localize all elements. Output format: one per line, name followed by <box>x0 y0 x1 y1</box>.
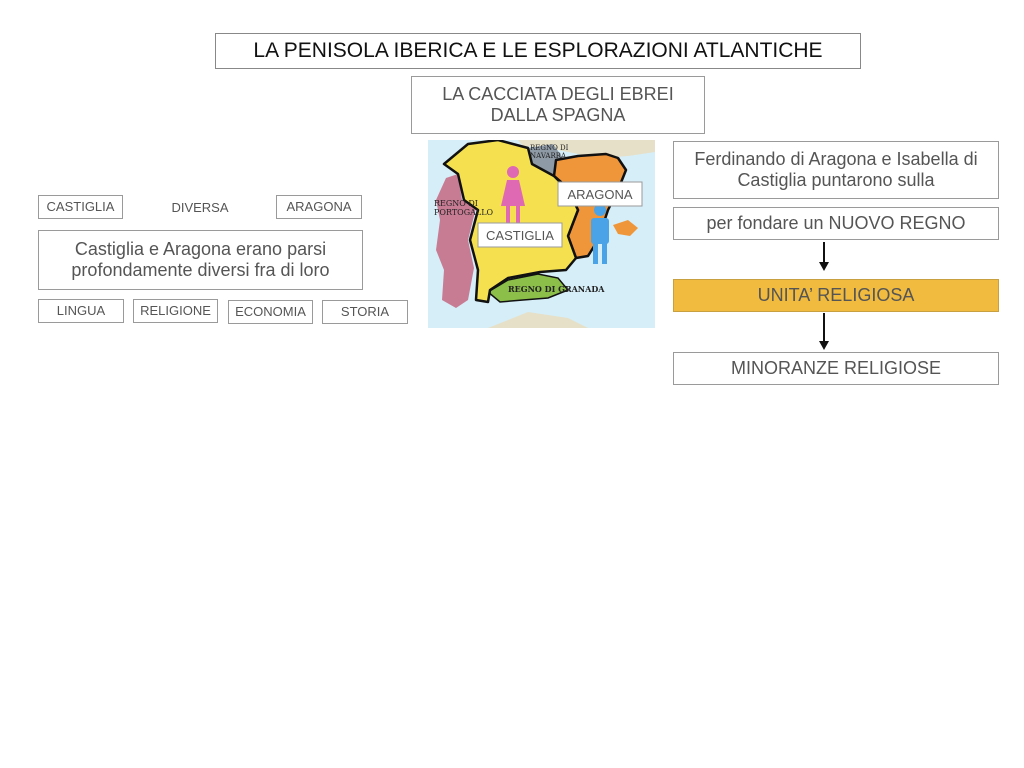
tag-aragona: ARAGONA <box>276 195 362 219</box>
tag-diversa: DIVERSA <box>171 199 229 215</box>
info-box-sovrani: Ferdinando di Aragona e Isabella di Castiglia puntarono sulla <box>673 141 999 199</box>
info-box-minoranze: MINORANZE RELIGIOSE <box>673 352 999 385</box>
map-box-aragona <box>558 182 642 206</box>
iberia-map <box>428 140 655 328</box>
map-label-portogallo: REGNO DI PORTOGALLO <box>434 199 494 217</box>
tag-storia: STORIA <box>322 300 408 324</box>
description-box: Castiglia e Aragona erano parsi profondamente diversi fra di loro <box>38 230 363 290</box>
map-box-castiglia <box>478 223 562 247</box>
info-box-unita-religiosa: UNITA’ RELIGIOSA <box>673 279 999 312</box>
tag-economia: ECONOMIA <box>228 300 313 324</box>
page-subtitle: LA CACCIATA DEGLI EBREI DALLA SPAGNA <box>411 76 705 134</box>
page-title: LA PENISOLA IBERICA E LE ESPLORAZIONI ATLANTICHE <box>215 33 861 69</box>
tag-religione: RELIGIONE <box>133 299 218 323</box>
svg-text:ARAGONA: ARAGONA <box>567 187 633 202</box>
info-box-nuovo-regno: per fondare un NUOVO REGNO <box>673 207 999 240</box>
svg-text:CASTIGLIA: CASTIGLIA <box>486 228 554 243</box>
map-label-navarra: REGNO DI NAVARRA <box>530 144 569 160</box>
map-label-granada: REGNO DI GRANADA <box>508 284 605 294</box>
tag-lingua: LINGUA <box>38 299 124 323</box>
arrow-down-2 <box>816 313 832 351</box>
arrow-down-1 <box>816 242 832 272</box>
tag-castiglia: CASTIGLIA <box>38 195 123 219</box>
